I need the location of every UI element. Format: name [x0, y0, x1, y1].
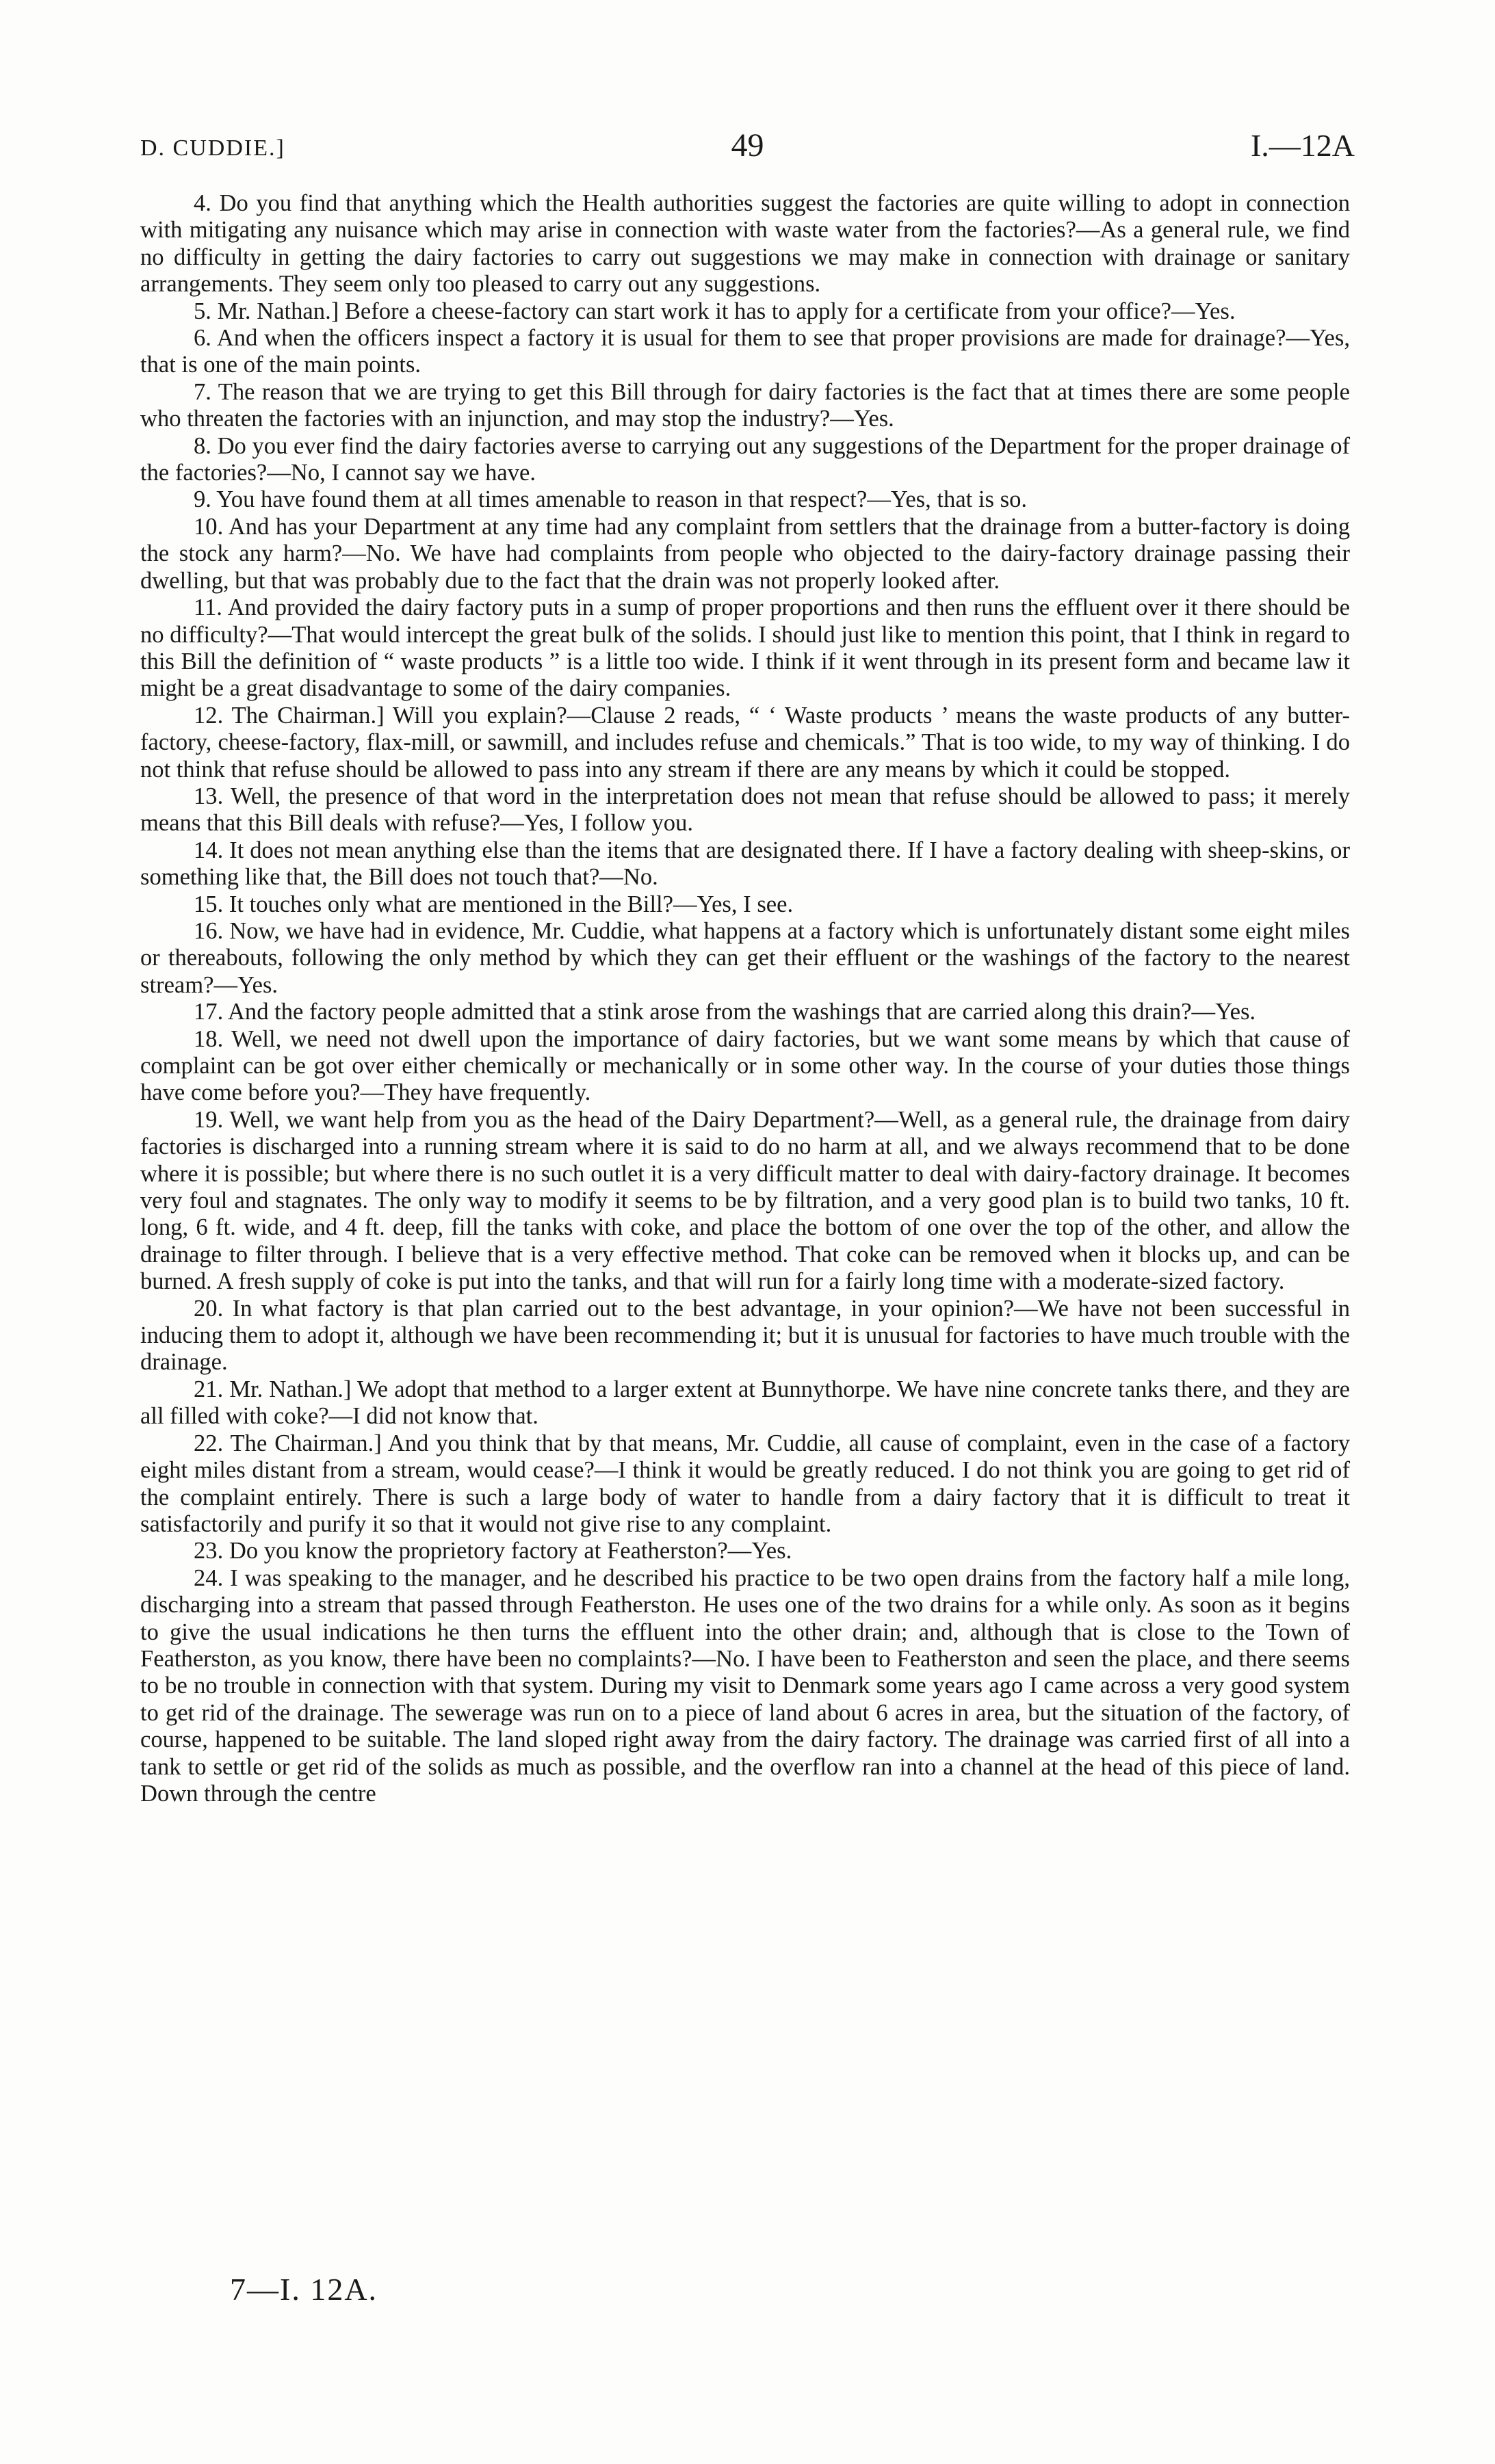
paragraph-q15: 15. It touches only what are mentioned in the Bill?—Yes, I see. [194, 891, 794, 917]
page-number: 49 [731, 127, 764, 163]
page-header [140, 122, 1355, 170]
printer-signature-mark: 7—I. 12A. [230, 2272, 378, 2307]
paragraph-q21: 21. Mr. Nathan.] We adopt that method to a larger extent at Bunnythorpe. We have nine concrete tanks there, and they are all filled with coke?—I did not know that. [140, 1376, 1350, 1430]
paragraph-q22: 22. The Chairman.] And you think that by that means, Mr. Cuddie, all cause of complaint, even in the case of a factory eight miles distant from a stream, would cease?—I think it would be greatly reduced. I do not think you are going to get rid of the complaint entirely. There is such a large body of water to handle from a dairy factory that it is difficult to treat it satisfactorily and purify it so that it would not give rise to any complaint. [140, 1430, 1350, 1537]
paragraph-q4: 4. Do you find that anything which the Health authorities suggest the factories are quite willing to adopt in connection with mitigating any nuisance which may arise in connection with waste water from the factories?—As a general rule, we find no difficulty in getting the dairy factories to carry out suggestions we may make in connection with drainage or sanitary arrangements. They seem only too pleased to carry out any suggestions. [140, 190, 1350, 298]
paragraph-q6: 6. And when the officers inspect a factory it is usual for them to see that proper provisions are made for drainage?—Yes, that is one of the main points. [140, 325, 1350, 378]
paragraph-q12: 12. The Chairman.] Will you explain?—Clause 2 reads, “ ‘ Waste products ’ means the waste products of any butter-factory, cheese-factory, flax-mill, or sawmill, and includes refuse and chemicals.” That is too wide, to my way of thinking. I do not think that refuse should be allowed to pass into any stream if there are any means by which it could be stopped. [140, 702, 1350, 783]
witness-name: D. CUDDIE.] [140, 135, 285, 161]
paragraph-q10: 10. And has your Department at any time had any complaint from settlers that the drainage from a butter-factory is doing the stock any harm?—No. We have had complaints from people who objected to the dairy-factory drainage passing their dwelling, but that was probably due to the fact that the drain was not properly looked after. [140, 513, 1350, 594]
paragraph-q5: 5. Mr. Nathan.] Before a cheese-factory can start work it has to apply for a certificate from your office?—Yes. [194, 298, 1236, 324]
paper-reference: I.—12A [1250, 128, 1355, 163]
paragraph-q9: 9. You have found them at all times amenable to reason in that respect?—Yes, that is so. [194, 486, 1028, 513]
paragraph-q16: 16. Now, we have had in evidence, Mr. Cuddie, what happens at a factory which is unfortunately distant some eight miles or thereabouts, following the only method by which they can get their effluent or the washings of the factory to the nearest stream?—Yes. [140, 917, 1350, 998]
paragraph-q20: 20. In what factory is that plan carried out to the best advantage, in your opinion?—We have not been successful in inducing them to adopt it, although we have been recommending it; but it is unusual for factories to have much trouble with the drainage. [140, 1295, 1350, 1376]
paragraph-q24: 24. I was speaking to the manager, and he described his practice to be two open drains from the factory half a mile long, discharging into a stream that passed through Featherston. He uses one of the two drains for a while only. As soon as it begins to give the usual indications he then turns the effluent into the other drain; and, although that is close to the Town of Featherston, as you know, there have been no complaints?—No. I have been to Featherston and seen the place, and there seems to be no trouble in connection with that system. During my visit to Denmark some years ago I came across a very good system to get rid of the drainage. The sewerage was run on to a piece of land about 6 acres in area, but the situation of the factory, of course, happened to be suitable. The land sloped right away from the dairy factory. The drainage was carried first of all into a tank to settle or get rid of the solids as much as possible, and the overflow ran into a channel at the head of this piece of land. Down through the centre [140, 1564, 1350, 1807]
paragraph-q19: 19. Well, we want help from you as the head of the Dairy Department?—Well, as a general rule, the drainage from dairy factories is discharged into a running stream where it is said to do no harm at all, and we always recommend that to be done where it is possible; but where there is no such outlet it is a very difficult matter to deal with dairy-factory drainage. It becomes very foul and stagnates. The only way to modify it seems to be by filtration, and a very good plan is to build two tanks, 10 ft. long, 6 ft. wide, and 4 ft. deep, fill the tanks with coke, and place the bottom of one over the top of the other, and allow the drainage to filter through. I believe that is a very effective method. That coke can be removed when it blocks up, and can be burned. A fresh supply of coke is put into the tanks, and that will run for a fairly long time with a moderate-sized factory. [140, 1106, 1350, 1295]
paragraph-q13: 13. Well, the presence of that word in the interpretation does not mean that refuse should be allowed to pass; it merely means that this Bill deals with refuse?—Yes, I follow you. [140, 783, 1350, 837]
paragraph-q14: 14. It does not mean anything else than the items that are designated there. If I have a factory dealing with sheep-skins, or something like that, the Bill does not touch that?—No. [140, 837, 1350, 891]
evidence-text [140, 190, 1350, 1807]
paragraph-q8: 8. Do you ever find the dairy factories averse to carrying out any suggestions of the Department for the proper drainage of the factories?—No, I cannot say we have. [140, 432, 1350, 486]
paragraph-q7: 7. The reason that we are trying to get this Bill through for dairy factories is the fact that at times there are some people who threaten the factories with an injunction, and may stop the industry?—Yes. [140, 378, 1350, 432]
paragraph-q18: 18. Well, we need not dwell upon the importance of dairy factories, but we want some means by which that cause of complaint can be got over either chemically or mechanically or in some other way. In the course of your duties those things have come before you?—They have frequently. [140, 1025, 1350, 1106]
paragraph-q23: 23. Do you know the proprietory factory at Featherston?—Yes. [194, 1538, 792, 1564]
paragraph-q17: 17. And the factory people admitted that a stink arose from the washings that are carried along this drain?—Yes. [194, 999, 1256, 1025]
paragraph-q11: 11. And provided the dairy factory puts in a sump of proper proportions and then runs the effluent over it there should be no difficulty?—That would intercept the great bulk of the solids. I should just like to mention this point, that I think in regard to this Bill the definition of “ waste products ” is a little too wide. I think if it went through in its present form and became law it might be a great disadvantage to some of the dairy companies. [140, 594, 1350, 702]
